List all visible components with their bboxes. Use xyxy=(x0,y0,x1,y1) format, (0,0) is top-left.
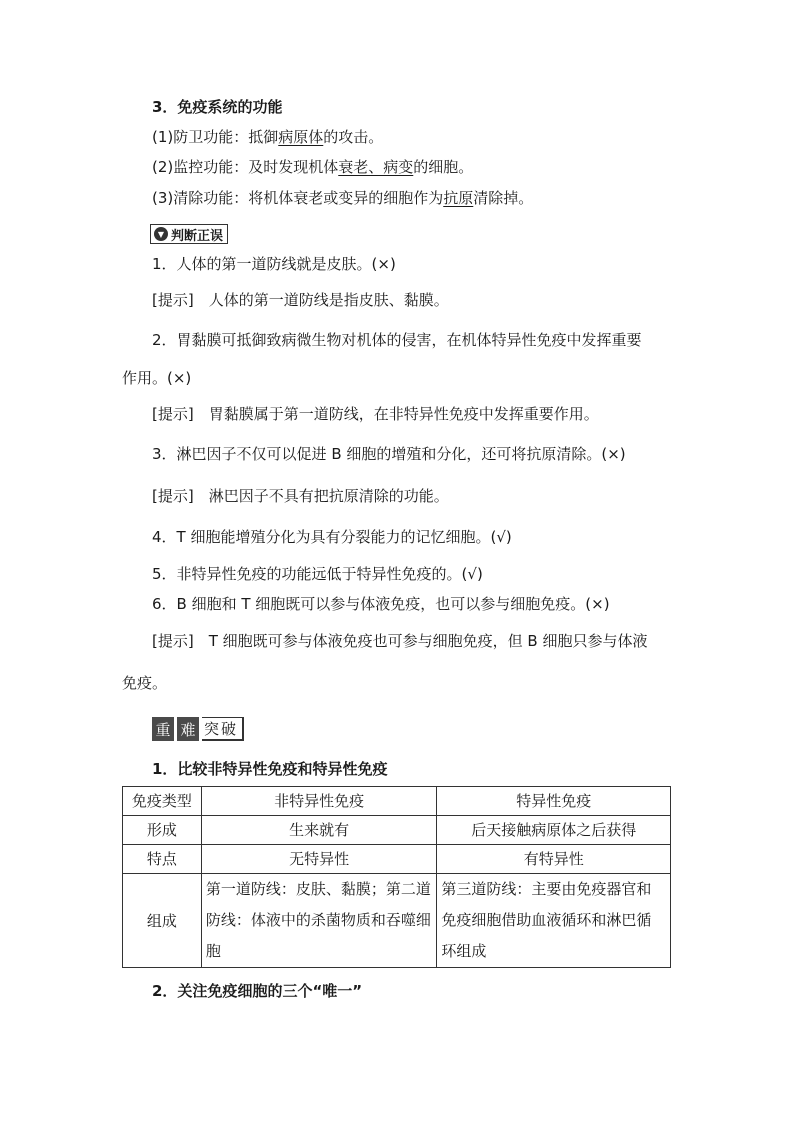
table-cell: 形成 xyxy=(123,816,202,845)
judge-item-5: 5．非特异性免疫的功能远低于特异性免疫的。(√) xyxy=(152,565,483,583)
table-cell: 组成 xyxy=(123,874,202,968)
triangle-down-icon: ▼ xyxy=(154,227,168,241)
judge-item-4: 4．T 细胞能增殖分化为具有分裂能力的记忆细胞。(√) xyxy=(152,528,512,546)
next-section-title: 2．关注免疫细胞的三个“唯一” xyxy=(152,982,363,1000)
hint-6-cont: 免疫。 xyxy=(122,674,168,692)
table-cell: 后天接触病原体之后获得 xyxy=(437,816,671,845)
hint-1: [提示] 人体的第一道防线是指皮肤、黏膜。 xyxy=(152,291,449,309)
judge-badge xyxy=(150,224,228,244)
table-cell: 特点 xyxy=(123,845,202,874)
table-header-row xyxy=(123,787,671,816)
badge-char-2: 难 xyxy=(177,717,199,741)
badge-char-3: 突破 xyxy=(202,717,244,741)
table-row xyxy=(123,816,671,845)
section-title: 3．免疫系统的功能 xyxy=(152,98,283,116)
judge-item-2-cont: 作用。(×) xyxy=(122,369,192,387)
table-cell: 有特异性 xyxy=(437,845,671,874)
keyword: 抗原 xyxy=(443,189,474,207)
header-cell: 免疫类型 xyxy=(123,787,202,816)
keyword: 病原体 xyxy=(278,128,324,146)
table-cell: 第三道防线：主要由免疫器官和免疫细胞借助血液循环和淋巴循环组成 xyxy=(437,874,671,968)
hint-6: [提示] T 细胞既可参与体液免疫也可参与细胞免疫，但 B 细胞只参与体液 xyxy=(152,632,648,650)
table-cell: 第一道防线：皮肤、黏膜；第二道防线：体液中的杀菌物质和吞噬细胞 xyxy=(201,874,437,968)
keyword: 衰老、病变 xyxy=(338,158,414,176)
key-difficulty-badge xyxy=(152,717,244,741)
table-row xyxy=(123,845,671,874)
function-item-2: (2)监控功能：及时发现机体衰老、病变的细胞。 xyxy=(152,158,474,176)
judge-item-1: 1．人体的第一道防线就是皮肤。(×) xyxy=(152,255,396,273)
table-row xyxy=(123,874,671,968)
header-cell: 特异性免疫 xyxy=(437,787,671,816)
header-cell: 非特异性免疫 xyxy=(201,787,437,816)
hint-2: [提示] 胃黏膜属于第一道防线，在非特异性免疫中发挥重要作用。 xyxy=(152,405,599,423)
compare-title: 1．比较非特异性免疫和特异性免疫 xyxy=(152,760,388,778)
function-item-3: (3)清除功能：将机体衰老或变异的细胞作为抗原清除掉。 xyxy=(152,189,534,207)
table-cell: 生来就有 xyxy=(201,816,437,845)
hint-3: [提示] 淋巴因子不具有把抗原清除的功能。 xyxy=(152,487,449,505)
judge-badge-label: 判断正误 xyxy=(171,228,224,244)
function-item-1: (1)防卫功能：抵御病原体的攻击。 xyxy=(152,128,384,146)
compare-table xyxy=(122,786,671,968)
table-cell: 无特异性 xyxy=(201,845,437,874)
badge-char-1: 重 xyxy=(152,717,174,741)
judge-item-6: 6．B 细胞和 T 细胞既可以参与体液免疫，也可以参与细胞免疫。(×) xyxy=(152,595,610,613)
judge-item-3: 3．淋巴因子不仅可以促进 B 细胞的增殖和分化，还可将抗原清除。(×) xyxy=(152,445,626,463)
judge-item-2: 2．胃黏膜可抵御致病微生物对机体的侵害，在机体特异性免疫中发挥重要 xyxy=(152,331,642,349)
